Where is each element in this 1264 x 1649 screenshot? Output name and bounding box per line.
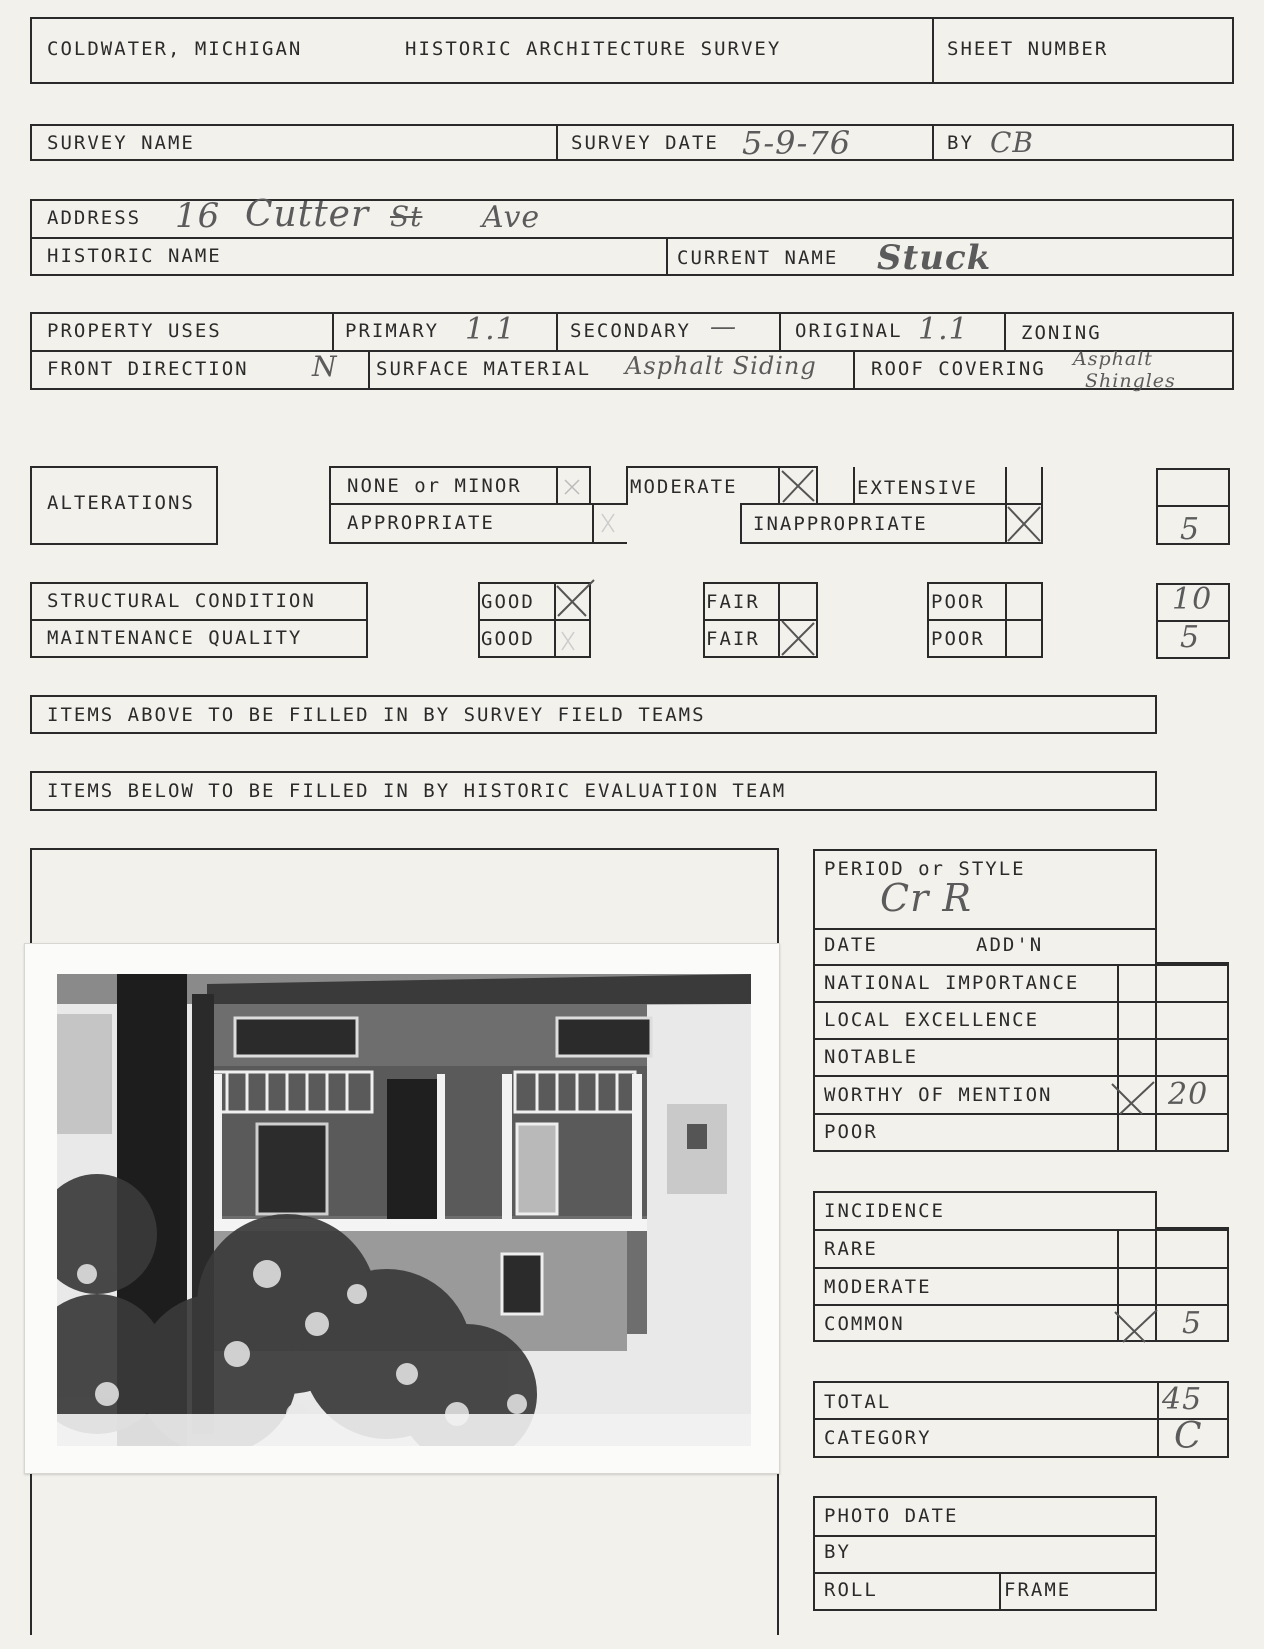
survey-date-value: 5-9-76 [742,124,852,162]
none-minor-faint-mark [563,478,581,496]
structural-fair-label: FAIR [706,591,760,613]
secondary-label: SECONDARY [570,320,691,342]
eval-poor-label: POOR [824,1121,878,1143]
maintenance-fair-check-mark [780,619,816,657]
worthy-of-mention-label: WORTHY OF MENTION [824,1084,1053,1106]
maintenance-poor-label: POOR [931,628,985,650]
maintenance-quality-label: MAINTENANCE QUALITY [47,627,303,649]
incidence-label: INCIDENCE [824,1200,945,1222]
surface-material-label: SURFACE MATERIAL [376,358,592,380]
above-note: ITEMS ABOVE TO BE FILLED IN BY SURVEY FIELD TEAMS [47,704,706,726]
secondary-value: — [710,312,737,342]
current-name-value: Stuck [877,238,992,278]
local-excellence-label: LOCAL EXCELLENCE [824,1009,1040,1031]
roof-covering-value-1: Asphalt [1073,348,1153,370]
maintenance-fair-label: FAIR [706,628,760,650]
structural-score: 10 [1172,582,1213,617]
survey-name-label: SURVEY NAME [47,132,195,154]
inappropriate-check-mark [1006,505,1042,543]
national-importance-label: NATIONAL IMPORTANCE [824,972,1080,994]
original-label: ORIGINAL [795,320,903,342]
category-label: CATEGORY [824,1427,932,1449]
structural-good-check-mark [554,578,598,620]
total-label: TOTAL [824,1391,892,1413]
common-score: 5 [1182,1306,1203,1341]
notable-label: NOTABLE [824,1046,919,1068]
inappropriate-label: INAPPROPRIATE [753,513,928,535]
current-name-label: CURRENT NAME [677,247,839,269]
maintenance-good-label: GOOD [481,628,535,650]
front-direction-label: FRONT DIRECTION [47,358,249,380]
period-style-label: PERIOD or STYLE [824,858,1026,880]
structural-poor-label: POOR [931,591,985,613]
survey-date-label: SURVEY DATE [571,132,719,154]
structural-condition-label: STRUCTURAL CONDITION [47,590,316,612]
city-label: COLDWATER, MICHIGAN [47,38,303,60]
eval-date-label: DATE [824,934,878,956]
appropriate-faint-mark [600,512,616,534]
primary-value: 1.1 [465,312,516,347]
address-suffix: Ave [482,200,541,235]
survey-by-value: CB [990,126,1034,159]
photo-date-label: PHOTO DATE [824,1505,959,1527]
total-value: 45 [1162,1382,1203,1417]
addn-label: ADD'N [976,934,1044,956]
moderate-check-mark [780,468,816,504]
address-number: 16 [175,196,221,236]
period-style-value: Cr R [880,876,972,920]
alterations-label: ALTERATIONS [47,492,195,514]
below-note: ITEMS BELOW TO BE FILLED IN BY HISTORIC EVALUATION TEAM [47,780,787,802]
rare-label: RARE [824,1238,878,1260]
form-title: HISTORIC ARCHITECTURE SURVEY [405,38,782,60]
surface-material-value: Asphalt Siding [625,352,817,380]
historic-name-label: HISTORIC NAME [47,245,222,267]
appropriate-label: APPROPRIATE [347,512,495,534]
common-check-mark [1113,1308,1161,1344]
alterations-score: 5 [1180,512,1201,547]
moderate-label: MODERATE [630,476,738,498]
maintenance-score: 5 [1180,620,1201,655]
sheet-number-label: SHEET NUMBER [947,38,1109,60]
evaluation-block [813,849,1157,1152]
maintenance-good-faint-mark [560,630,576,652]
none-minor-label: NONE or MINOR [347,475,522,497]
incidence-moderate-label: MODERATE [824,1276,932,1298]
roof-covering-value-2: Shingles [1085,370,1176,392]
structural-good-label: GOOD [481,591,535,613]
primary-label: PRIMARY [345,320,440,342]
address-struck: St [390,200,423,233]
zoning-label: ZONING [1021,322,1102,344]
survey-by-label: BY [947,132,974,154]
address-street: Cutter [245,194,370,235]
frame-label: FRAME [1004,1579,1072,1601]
worthy-check-mark [1110,1080,1158,1116]
original-value: 1.1 [918,312,969,347]
property-uses-label: PROPERTY USES [47,320,222,342]
category-value: C [1174,1416,1203,1457]
extensive-label: EXTENSIVE [857,477,978,499]
roof-covering-label: ROOF COVERING [871,358,1046,380]
house-photograph [24,943,780,1474]
common-label: COMMON [824,1313,905,1335]
address-label: ADDRESS [47,207,142,229]
worthy-score: 20 [1168,1077,1209,1112]
photo-by-label: BY [824,1541,851,1563]
evaluation-score-column [1155,962,1229,1152]
front-direction-value: N [312,350,338,383]
roll-label: ROLL [824,1579,878,1601]
